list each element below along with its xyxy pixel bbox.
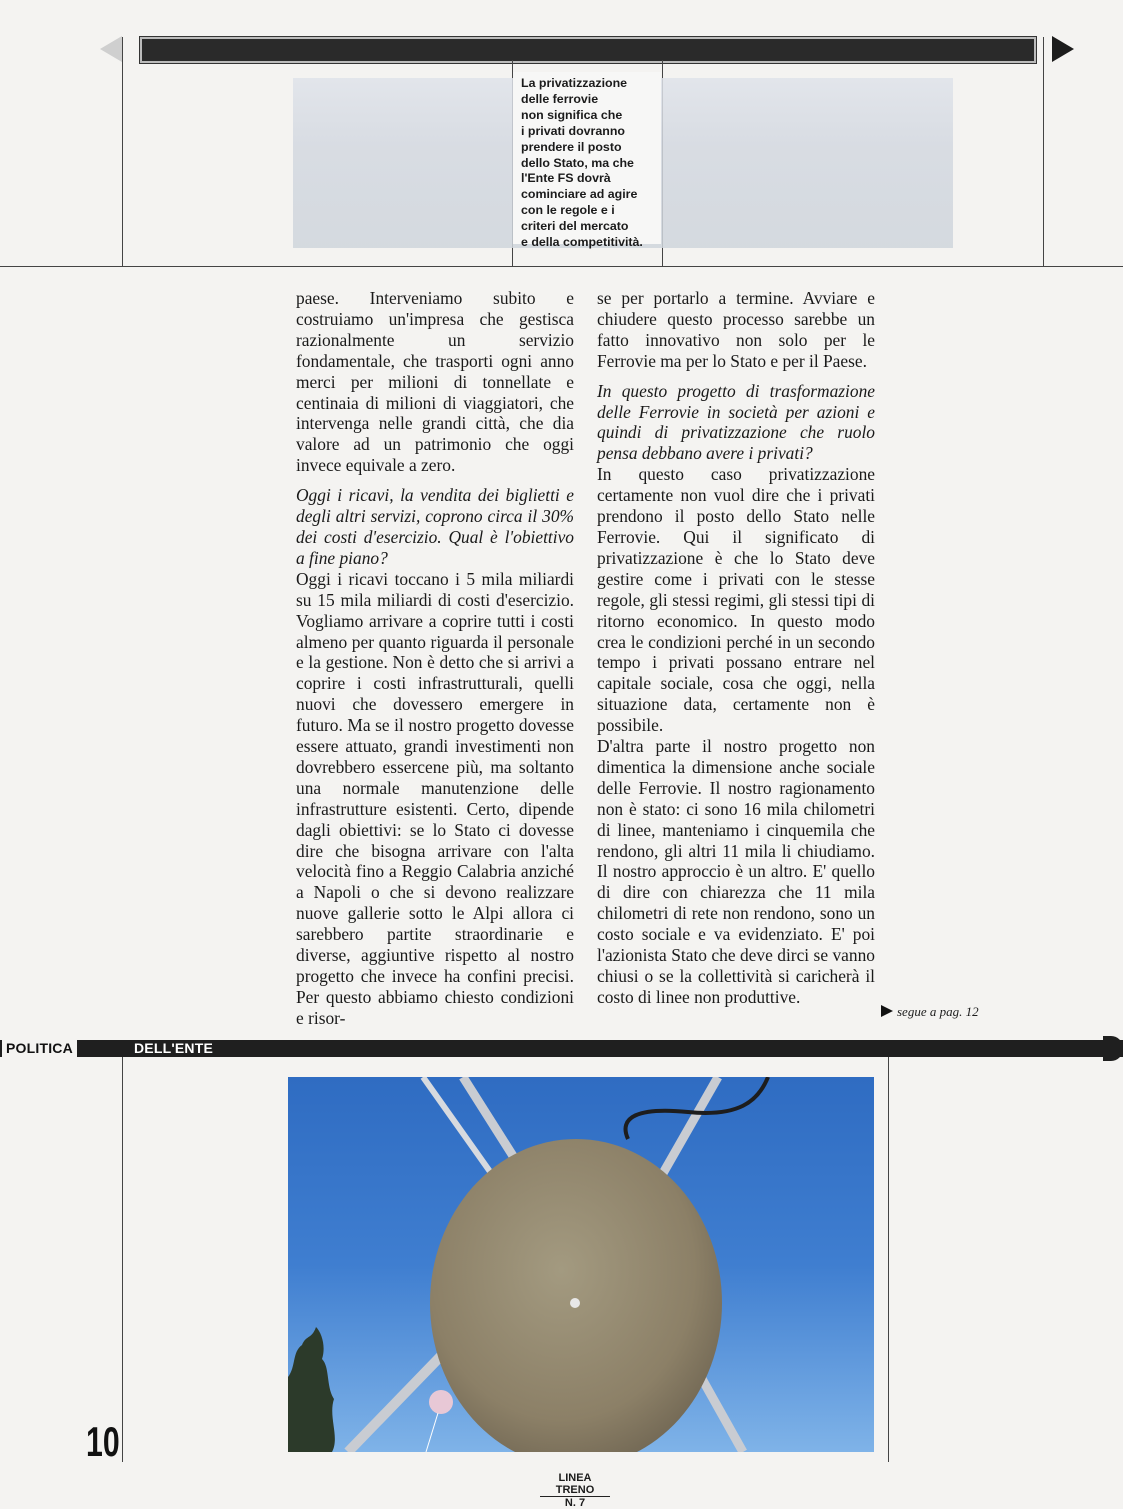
page-number: 10	[86, 1418, 120, 1465]
continued-link[interactable]: segue a pag. 12	[881, 1004, 979, 1020]
section-bar-end	[1103, 1036, 1123, 1061]
paragraph: D'altra parte il nostro progetto non dimentica la dimensione anche sociale delle Ferrovie. Il nostro ragionamento non è stato: ci sono 16 mila chilometri di linee, manteniamo i cinquemila che rendono, gli altri 11 mila li chiudiamo. Il nostro approccio è un altro. E' quello di dire con chiarezza che 11 mila chilometri di rete non rendono, sono un costo sociale e va evidenziato. E' poi l'azionista Stato che deve dirci se vanno chiusi o se la collettività si caricherà il costo di linee non produttive.	[597, 736, 875, 1007]
paragraph: In questo caso privatizzazione certamente non vuol dire che i privati prendono il posto dello Stato nelle Ferrovie. Qui il significato di privatizzazione è che lo Stato deve gestire come i privati con le stesse regole, gli stessi regimi, gli stessi tipi di ritorno economico. In questo modo crea le condizioni perché in un secondo tempo i privati possano entrare nel capitale sociale, cosa che oggi, nella situazione data, certamente non è possibile.	[597, 464, 875, 736]
grid-line	[1043, 37, 1044, 267]
header-bar	[140, 37, 1036, 63]
pull-quote: La privatizzazione delle ferrovie non significa che i privati dovranno prendere il posto dello Stato, ma che l'Ente FS dovrà cominciare ad agire con le regole e i criteri del mercato e della competitività.	[521, 76, 643, 250]
interview-question: In questo progetto di trasformazione delle Ferrovie in società per azioni e quindi di privatizzazione che ruolo pensa debbano avere i privati?	[597, 380, 875, 464]
section-label: POLITICA	[2, 1040, 78, 1057]
grid-line	[0, 266, 1123, 267]
article-photo	[288, 1077, 874, 1452]
article-column-1	[296, 288, 574, 1029]
paragraph: paese. Interveniamo subito e costruiamo un'impresa che gestisca razionalmente un servizio fondamentale, che trasporti ogni anno merci per milioni di tonnellate e centinaia di milioni di viaggiatori, che intervenga nelle grandi città, che dia valore ad un patrimonio che oggi invece equivale a zero.	[296, 288, 574, 476]
continue-arrow-icon	[881, 1005, 893, 1017]
previous-arrow-icon	[100, 36, 122, 62]
paragraph: Oggi i ricavi toccano i 5 mila miliardi su 15 mila miliardi di costi d'esercizio. Vogliamo arrivare a coprire tutti i costi almeno per quanto riguarda il personale e la gestione. Non è detto che si arrivi a coprire i costi infrastrutturali, quelli nuovi che dovessero emergere in futuro. Ma se il nostro progetto dovesse essere attuato, grandi investimenti non dovrebbero essercene più, ma soltanto una normale manutenzione delle infrastrutture esistenti. Certo, dipende dagli obiettivi: se lo Stato ci dovesse dire che bisogna arrivare con l'alta velocità fino a Reggio Calabria anziché a Napoli o che si devono realizzare nuove gallerie sotto le Alpi allora ci sarebbero partite straordinarie e diverse, aggiuntive rispetto al nostro progetto che invece ha confini precisi. Per questo abbiamo chiesto condizioni e risor-	[296, 568, 574, 1028]
footer	[540, 1472, 610, 1509]
issue-number: N. 7	[564, 1497, 586, 1509]
magazine-title: LINEA TRENO	[540, 1472, 610, 1497]
section-sublabel: DELL'ENTE	[134, 1040, 214, 1056]
interview-question: Oggi i ricavi, la vendita dei biglietti e degli altri servizi, coprono circa il 30% dei costi d'esercizio. Qual è l'obiettivo a fine piano?	[296, 485, 574, 568]
grid-line	[122, 1057, 123, 1462]
photo-illustration	[288, 1077, 874, 1452]
article-column-2	[597, 288, 875, 1008]
grid-line	[888, 1057, 889, 1462]
paragraph: se per portarlo a termine. Avviare e chiudere questo processo sarebbe un fatto innovativo non solo per le Ferrovie ma per lo Stato e per il Paese.	[597, 288, 875, 371]
grid-line	[122, 37, 123, 267]
next-arrow-icon	[1052, 36, 1074, 62]
